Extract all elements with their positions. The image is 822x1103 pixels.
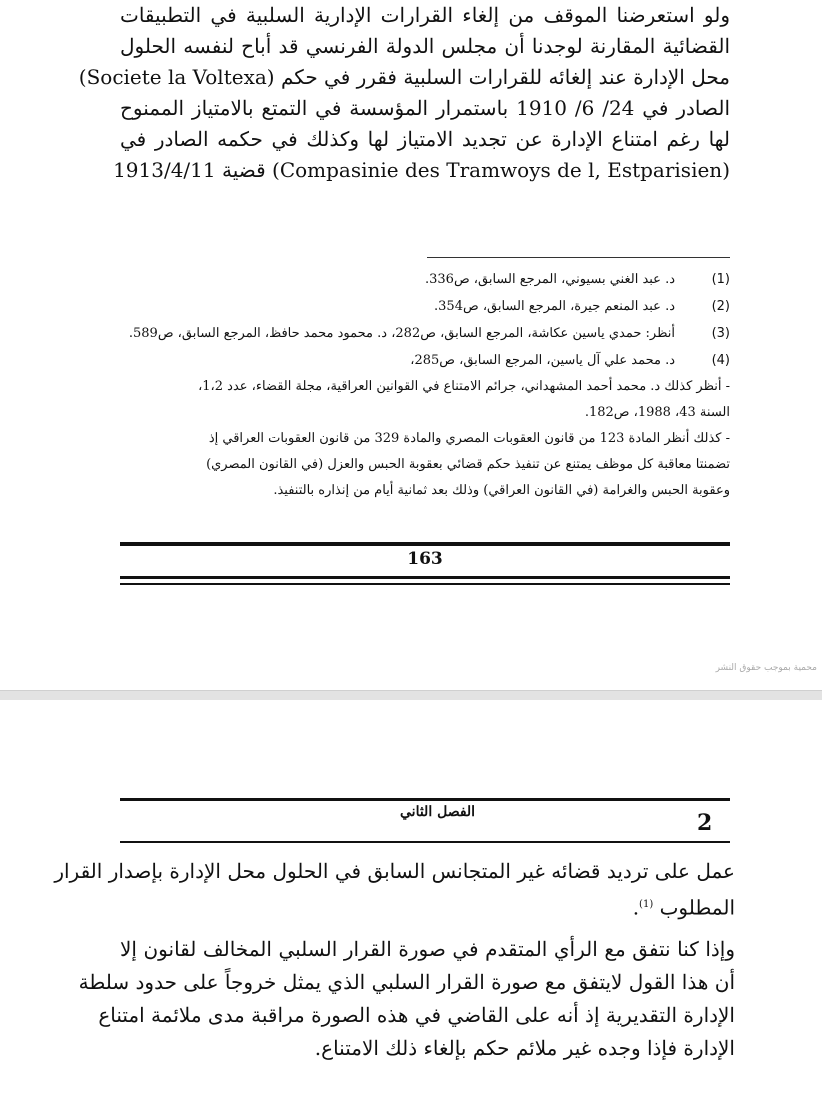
- chapter-number: 2: [697, 810, 713, 836]
- body-line: (Compasinie des Tramwoys de l, Estparisien) قضية 1913/4/11: [113, 158, 730, 182]
- body-line: أن هذا القول لايتفق مع صورة القرار السلبي الذي يمثل خروجاً على حدود سلطة: [78, 970, 735, 994]
- footnote-extra-line: - أنظر كذلك د. محمد أحمد المشهداني، جرائم الامتناع في القوانين العراقية، مجلة القضاء، عدد 1،2،: [198, 379, 730, 394]
- body-line: القضائية المقارنة لوجدنا أن مجلس الدولة الفرنسي قد أباح لنفسه الحلول: [120, 34, 730, 58]
- footnote-extra-line: تضمنتا معاقبة كل موظف يمتنع عن تنفيذ حكم قضائي بعقوبة الحبس والعزل (في القانون المصري): [206, 457, 730, 472]
- page-rule-bottom-double: [120, 583, 730, 585]
- footnote-number: (3): [711, 326, 730, 341]
- body-line: لها رغم امتناع الإدارة عن تجديد الامتياز لها وكذلك في حكمه الصادر في: [120, 127, 730, 151]
- watermark: محمية بموجب حقوق النشر: [715, 663, 817, 673]
- chapter-rule-top: [120, 798, 730, 801]
- body-line: وإذا كنا نتفق مع الرأي المتقدم في صورة القرار السلبي المخالف لقانون إلا: [120, 937, 735, 961]
- body-text: [54, 855, 735, 1065]
- footnote: [150, 347, 730, 374]
- page-number: 163: [407, 549, 443, 569]
- body-line: الإدارة التقديرية إذ أنه على القاضي في هذه الصورة مراقبة مدى ملائمة امتناع: [98, 1003, 735, 1027]
- footnote: [150, 293, 730, 320]
- body-line: الصادر في 24/ 6/ 1910 باستمرار المؤسسة في التمتع بالامتياز الممنوح: [120, 96, 731, 120]
- body-line-text: المطلوب: [659, 895, 735, 920]
- footnote-number: (2): [711, 299, 730, 314]
- chapter-title: الفصل الثاني: [400, 804, 476, 820]
- footnote-extra-line: وعقوبة الحبس والغرامة (في القانون العراقي) وذلك بعد ثمانية أيام من إنذاره بالتنفيذ.: [273, 483, 730, 498]
- footnote-text: د. محمد علي آل ياسين، المرجع السابق، ص285،: [410, 353, 675, 368]
- document-page-bottom: [0, 700, 822, 1103]
- page-rule-top: [120, 542, 730, 546]
- paragraph-gap: [120, 921, 735, 933]
- body-line: ولو استعرضنا الموقف من إلغاء القرارات الإدارية السلبية في التطبيقات: [120, 3, 730, 27]
- body-line: المطلوب $^{(1)}$.: [632, 895, 735, 920]
- body-line: عمل على ترديد قضائه غير المتجانس السابق في الحلول محل الإدارة بإصدار القرار: [54, 859, 735, 883]
- footnote-number: (4): [711, 353, 730, 368]
- footnote-extra-line: السنة 43، 1988، ص182.: [584, 405, 730, 420]
- footnotes: [128, 266, 730, 504]
- body-text: [78, 0, 731, 186]
- footnote: [150, 266, 730, 293]
- footnote-extra-line: - كذلك أنظر المادة 123 من قانون العقوبات المصري والمادة 329 من قانون العقوبات العراقي إذ: [208, 431, 730, 446]
- body-line: محل الإدارة عند إلغائه للقرارات السلبية فقرر في حكم (Societe la Voltexa): [78, 65, 730, 89]
- chapter-rule-bottom: [120, 841, 730, 843]
- footnote-ref: (1): [639, 899, 654, 910]
- footnote: [128, 320, 730, 347]
- page-rule-bottom: [120, 576, 730, 579]
- footnote-number: (1): [711, 272, 730, 287]
- footnote-text: د. عبد الغني بسيوني، المرجع السابق، ص336.: [424, 272, 675, 287]
- footnote-text: أنظر: حمدي ياسين عكاشة، المرجع السابق، ص282، د. محمود محمد حافظ، المرجع السابق، ص589.: [128, 326, 675, 341]
- footnote-separator: [427, 257, 730, 258]
- body-line: الإدارة فإذا وجده غير ملائم حكم بإلغاء ذلك الامتناع.: [314, 1036, 735, 1060]
- footnote-text: د. عبد المنعم جيرة، المرجع السابق، ص354.: [434, 299, 675, 314]
